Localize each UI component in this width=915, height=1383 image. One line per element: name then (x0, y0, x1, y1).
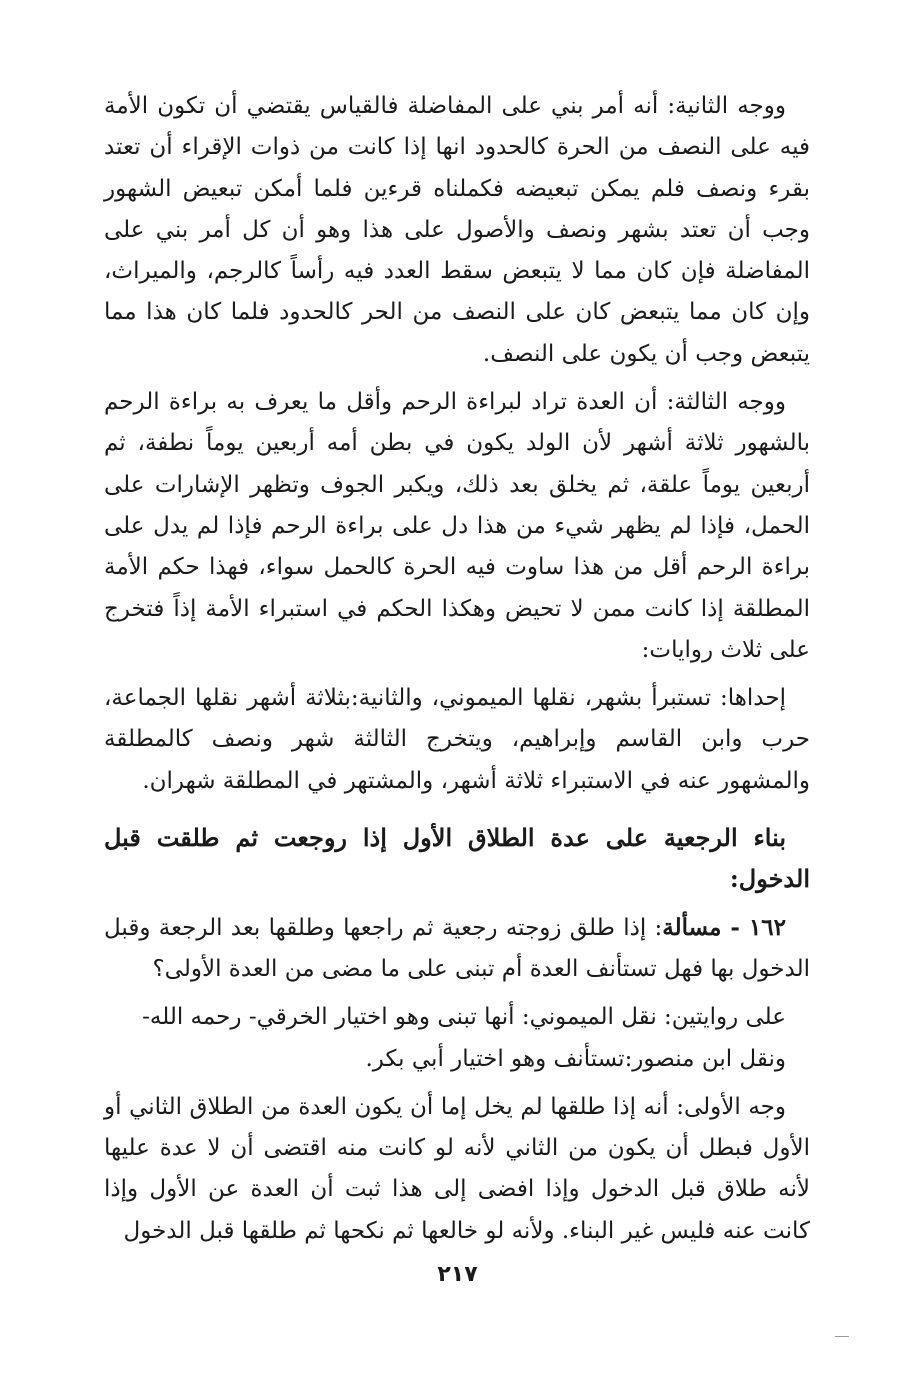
paragraph-gap (104, 1080, 810, 1087)
masala-paragraph (104, 907, 810, 991)
page-number: ٢١٧ (437, 1262, 478, 1287)
section-gap (104, 802, 810, 817)
masala-colon: : (646, 914, 663, 941)
paragraph-gap (104, 990, 810, 997)
masala-dash: - (721, 913, 749, 941)
main-text (104, 86, 810, 1252)
riwayatan-line-2: ونقل ابن منصور:تستأنف وهو اختيار أبي بكر. (365, 1045, 786, 1072)
paragraph-gap (104, 375, 810, 382)
paragraph-first-reason: وجه الأولى: أنه إذا طلقها لم يخل إما أن يكون العدة من الطلاق الثاني أو الأول فبطل أن يكون من الثاني لأنه لو كانت منه اقتضى أن لا عدة عليها لأنه طلاق قبل الدخول وإذا افضى إلى هذا ثبت أن العدة عن الأول وإذا كانت عنه فليس غير البناء. ولأنه لو خالعها ثم نكحها ثم طلقها قبل الدخول (104, 1093, 810, 1244)
section-heading: بناء الرجعية على عدة الطلاق الأول إذا روجعت ثم طلقت قبل الدخول: (104, 823, 810, 894)
paragraph-second-reason: ووجه الثانية: أنه أمر بني على المفاضلة فالقياس يقتضي أن تكون الأمة فيه على النصف من الحرة كالحدود انها إذا كانت من ذوات الإقراء أن تعتد بقرء ونصف فلم يمكن تبعيضه فكملناه قرءين فلما أمكن تبعيض الشهور وجب أن تعتد بشهر ونصف والأصول على هذا وهو أن كل أمر بني على المفاضلة فإن كان مما لا يتبعض سقط العدد فيه رأساً كالرجم، والميراث، وإن كان مما يتبعض كان على النصف من الحر كالحدود فلما كان هذا مما يتبعض وجب أن يكون على النصف. (104, 93, 810, 367)
paragraph-gap (104, 671, 810, 678)
scan-mark (835, 1336, 849, 1337)
masala-text: إذا طلق زوجته رجعية ثم راجعها وطلقها بعد الرجعة وقبل الدخول بها فهل تستأنف العدة أم تبنى على ما مضى من العدة الأولى؟ (104, 914, 810, 982)
paragraph-gap (104, 900, 810, 907)
masala-label: مسألة (662, 913, 722, 941)
riwayatan-line-1: على روايتين: نقل الميموني: أنها تبنى وهو اختيار الخرقي- رحمه الله- (142, 1004, 786, 1031)
masala-number: ١٦٢ (748, 913, 787, 941)
paragraph-third-reason: ووجه الثالثة: أن العدة تراد لبراءة الرحم وأقل ما يعرف به براءة الرحم بالشهور ثلاثة أشهر لأن الولد يكون في بطن أمه أربعين يوماً نطفة، ثم أربعين يوماً علقة، ثم يخلق بعد ذلك، ويكبر الجوف وتظهر الإشارات على الحمل، فإذا لم يظهر شيء من هذا دل على براءة الرحم فإذا لم يدل على براءة الرحم أقل من هذا ساوت فيه الحرة كالحمل سواء، فهذا حكم الأمة المطلقة إذا كانت ممن لا تحيض وهكذا الحكم في استبراء الأمة إذاً فتخرج على ثلاث روايات: (104, 389, 810, 663)
paragraph-narrations: إحداها: تستبرأ بشهر، نقلها الميموني، والثانية:بثلاثة أشهر نقلها الجماعة، حرب وابن القاسم وإبراهيم، ويتخرج الثالثة شهر ونصف كالمطلقة والمشهور عنه في الاستبراء ثلاثة أشهر، والمشتهر في المطلقة شهران. (104, 685, 810, 794)
